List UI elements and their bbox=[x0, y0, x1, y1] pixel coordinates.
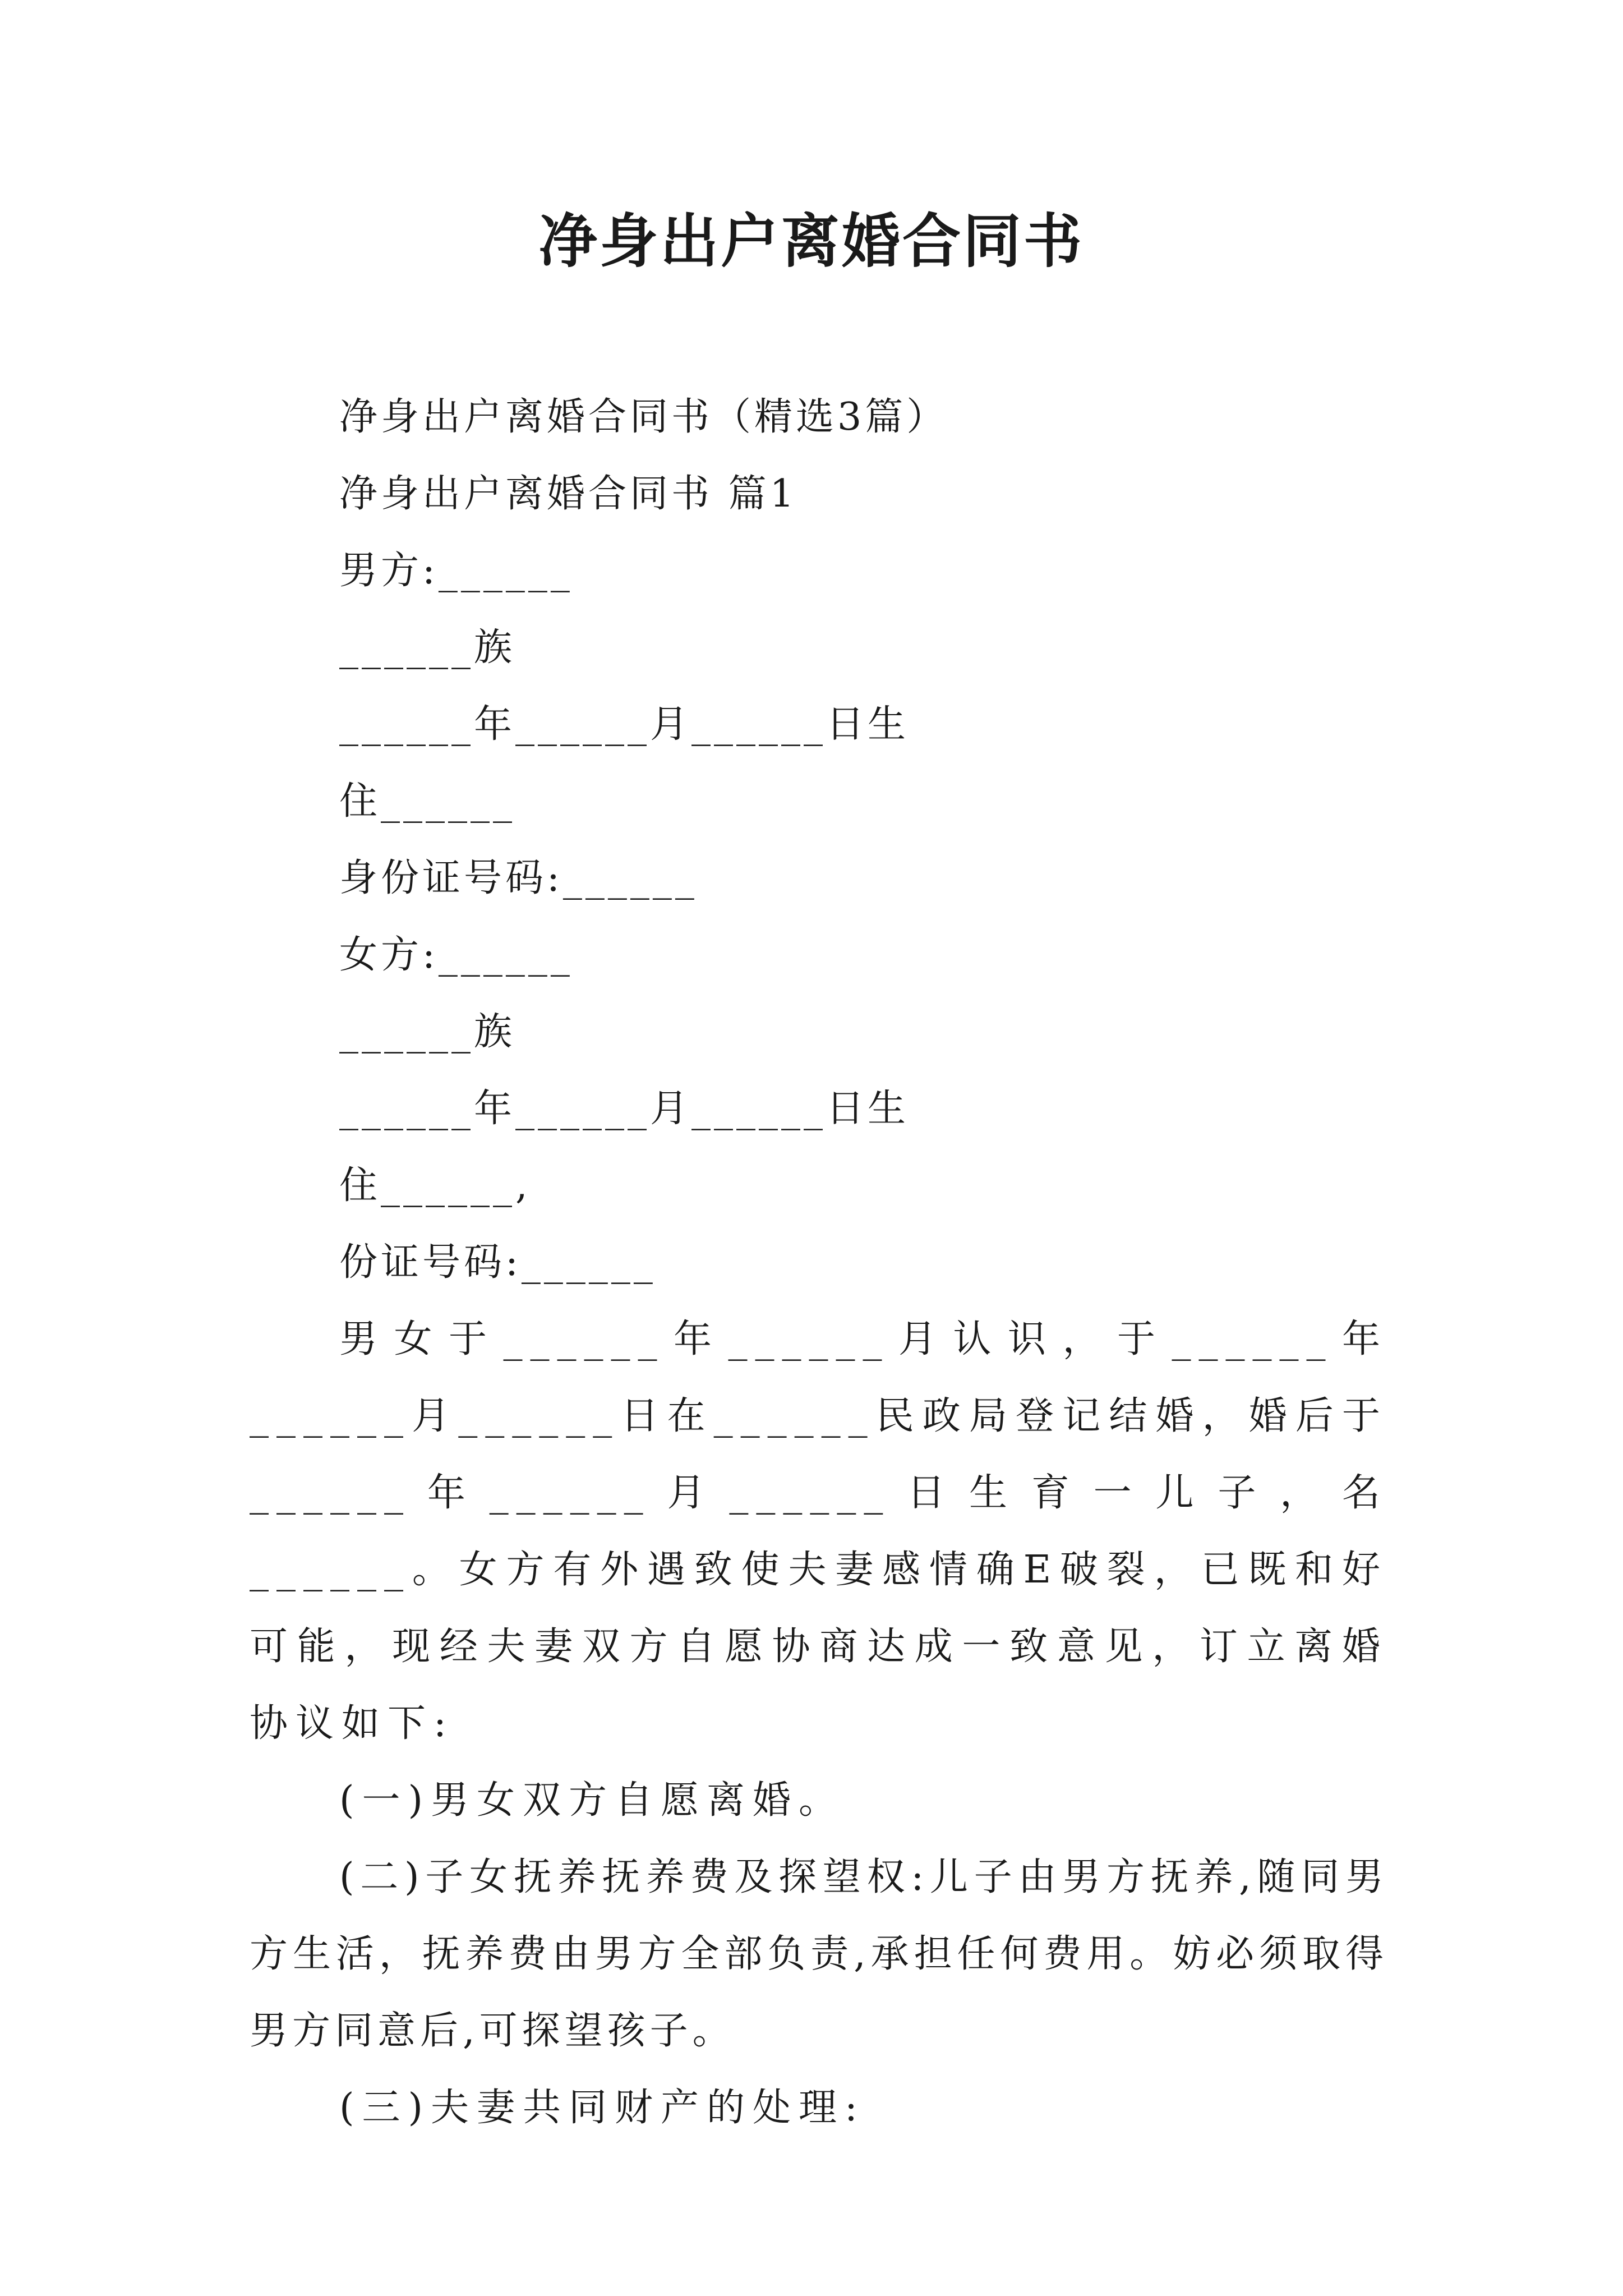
male-birthdate-line: ______年______月______日生 bbox=[339, 702, 910, 747]
male-party-line: 男方:______ bbox=[339, 549, 573, 593]
male-address-line: 住______ bbox=[339, 779, 516, 823]
female-address-line: 住______, bbox=[339, 1163, 531, 1208]
female-birthdate-line: ______年______月______日生 bbox=[339, 1087, 910, 1131]
subtitle-line: 净身出户离婚合同书（精选3篇） bbox=[339, 395, 948, 439]
document-title: 净身出户离婚合同书 bbox=[538, 206, 1084, 275]
female-party-line: 女方:______ bbox=[339, 933, 573, 977]
male-id-line: 身份证号码:______ bbox=[339, 856, 698, 900]
female-id-line: 份证号码:______ bbox=[339, 1240, 656, 1285]
section-heading: 净身出户离婚合同书 篇1 bbox=[339, 472, 797, 516]
clause-3: (三)夫妻共同财产的处理: bbox=[339, 2086, 865, 2130]
clause-1: (一)男女双方自愿离婚。 bbox=[339, 1778, 845, 1823]
female-ethnicity-line: ______族 bbox=[339, 1010, 516, 1054]
male-ethnicity-line: ______族 bbox=[339, 625, 516, 670]
marriage-background-paragraph: 男女于______年______月认识，于______年______月______日在______民政局登记结婚，婚后于______年______月______日生育一儿子，名______。女方有外遇致使夫妻感情确E破裂，已既和好可能，现经夫妻双方自愿协商达成一致意见，订立离婚协议如下: bbox=[250, 1317, 1388, 1746]
document-body bbox=[250, 379, 1388, 2146]
clause-2: (二)子女抚养抚养费及探望权:儿子由男方抚养,随同男方生活，抚养费由男方全部负责,承担任何费用。妨必须取得男方同意后,可探望孩子。 bbox=[250, 1855, 1388, 2053]
